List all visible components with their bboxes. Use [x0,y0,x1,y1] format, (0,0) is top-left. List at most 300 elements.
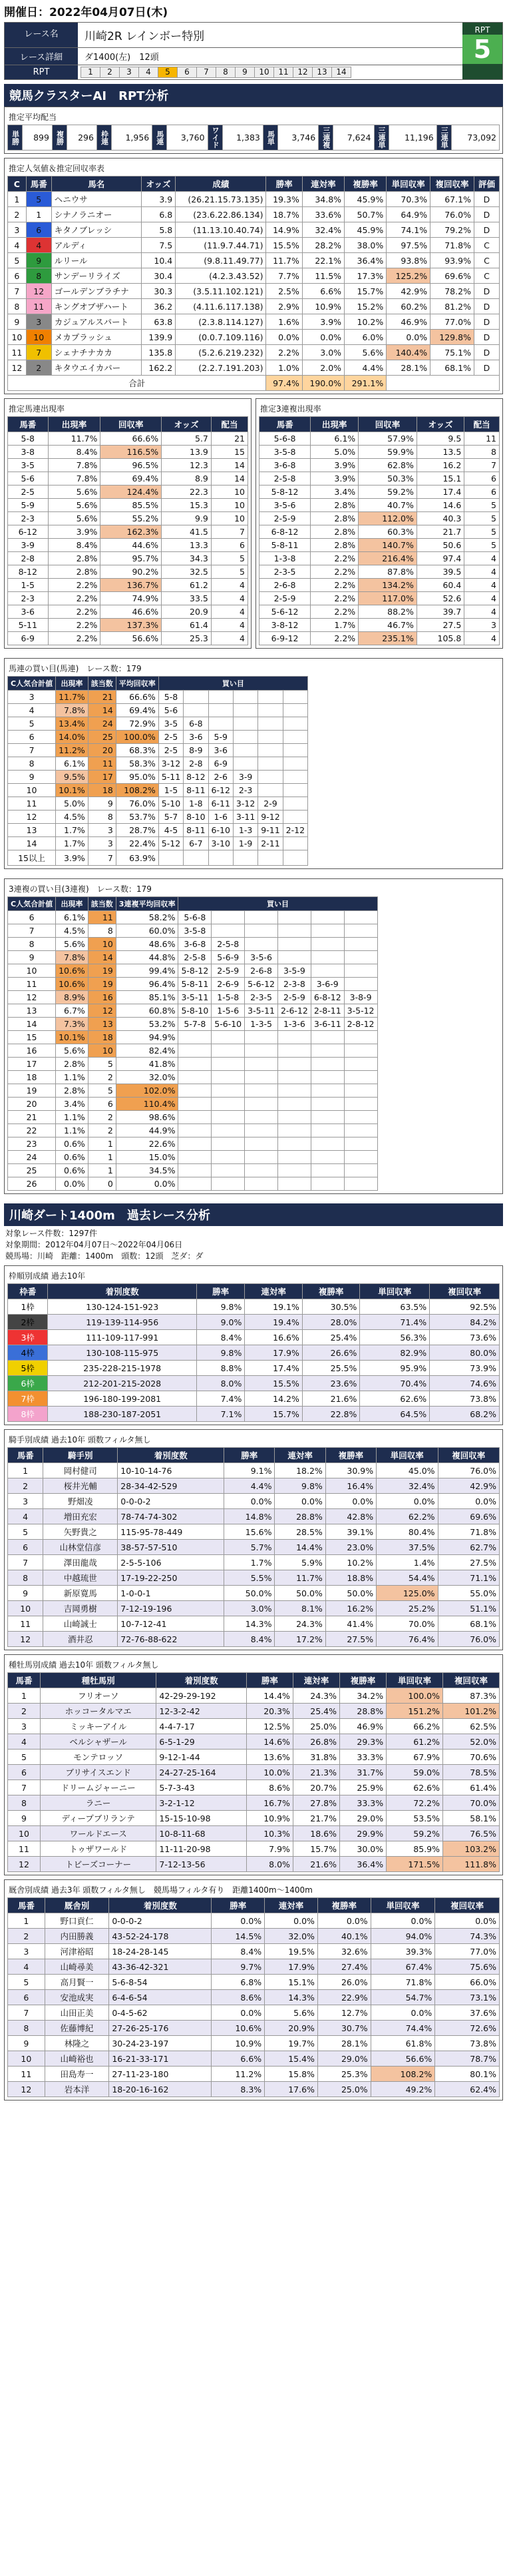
table-cell: 4 [211,605,248,619]
table-cell: 50.0% [325,1586,376,1601]
table-cell: 3枠 [8,1330,48,1345]
column-header: 出現率 [56,897,88,911]
table-cell: ミッキーアイル [40,1719,156,1734]
table-cell [311,1137,344,1151]
table-cell: 24-27-25-164 [156,1765,246,1780]
table-cell: 11.7% [266,253,302,268]
table-cell: 澤田龍哉 [43,1555,118,1570]
table-cell: 28.8% [340,1704,387,1719]
table-cell [245,938,278,951]
table-cell: 16.4% [325,1478,376,1494]
table-cell: 1-6 [208,810,233,824]
table-cell: 15.3 [162,499,212,512]
table-cell: 5 [8,1750,41,1765]
table-cell: 9.5 [417,432,464,446]
table-cell: 20.3% [246,1704,293,1719]
table-cell: 4 [211,619,248,632]
table-cell: 14.0% [56,731,88,744]
table-cell: 72-76-88-622 [118,1632,224,1647]
table-cell: 11 [8,978,56,991]
table-cell: 22.3 [162,485,212,499]
table-cell: 6 [211,539,248,552]
table-cell: 14 [211,472,248,485]
table-cell: キタノブレッシ [51,222,141,238]
payout-value: 7,624 [333,125,374,151]
table-cell: 5 [464,539,500,552]
table-cell: 11 [8,2067,45,2082]
table-cell: 60.4 [417,579,464,592]
table-cell: 82.4% [116,1044,178,1058]
umaren-label: 推定馬連出現率 [9,404,65,414]
table-cell: 42-29-29-192 [156,1688,246,1704]
table-cell: 56.6% [100,632,162,645]
table-cell: 3 [8,1719,41,1734]
table-cell: 3-2-1-12 [156,1795,246,1811]
table-cell: 2.2% [48,605,100,619]
table-cell: 5 [8,1524,43,1540]
column-header: 連対率 [275,1448,325,1463]
table-cell: 0.0% [302,330,344,345]
table-cell: 10.9% [246,1811,293,1826]
table-cell: (2.3.8.114.127) [176,314,266,330]
column-header: 買い目 [178,897,377,911]
table-cell [178,1177,212,1191]
table-cell: 13 [88,1018,116,1031]
table-cell [233,744,257,757]
table-cell: 3-8-9 [344,991,377,1004]
table-cell: 10.6% [212,2021,265,2036]
table-cell: 4枠 [8,1345,48,1361]
table-cell: 8.9 [162,472,212,485]
table-cell: 80.1% [435,2067,500,2082]
table-cell: 4 [26,238,51,253]
table-cell [283,784,307,797]
table-cell: 11 [8,345,27,360]
table-cell: 1 [88,1137,116,1151]
table-cell: 4.5% [56,924,88,938]
table-cell: 76.0% [116,797,158,810]
table-cell: 10 [8,2051,45,2067]
table-cell [184,704,208,717]
table-cell: 80.0% [430,1345,500,1361]
table-cell: 55.2% [100,512,162,525]
table-cell [344,1151,377,1164]
table-cell: 1枠 [8,1299,48,1315]
column-header: 出現率 [311,417,359,432]
table-cell: 74.6% [430,1376,500,1391]
umaren-buy-table [7,676,308,866]
table-cell: 9.0% [196,1315,244,1330]
table-cell: 10.2% [325,1555,376,1570]
table-cell [344,1084,377,1098]
table-cell: 3.9% [48,525,100,539]
table-cell: サンデーリライズ [51,268,141,284]
table-cell: 6.1% [56,757,88,771]
table-cell: 76.0% [438,1632,499,1647]
table-cell: 48.6% [116,938,178,951]
info-period: 対象期間：2012年04月07日～2022年04月06日 [5,1240,183,1249]
table-cell: 9 [8,771,56,784]
table-cell: 3-12 [158,757,183,771]
table-cell: 2.5% [266,284,302,299]
table-cell: 17 [8,1058,56,1071]
table-cell: 30.9% [325,1463,376,1478]
table-cell: 6-8 [184,717,208,731]
table-cell: 5枠 [8,1361,48,1376]
table-cell: 2-5 [8,485,49,499]
table-cell: 74.9% [100,592,162,605]
table-cell: 13.9 [162,446,212,459]
table-cell: 5-6-9 [212,951,245,964]
table-cell: 増田充宏 [43,1509,118,1524]
table-cell: 20.9% [265,2021,318,2036]
table-cell: 13.4% [56,717,88,731]
column-header: 複回収率 [430,1284,500,1299]
table-cell: 佐藤博紀 [45,2021,109,2036]
table-cell: 10.9% [212,2036,265,2051]
table-cell: 11.2% [56,744,88,757]
column-header: 勝率 [196,1284,244,1299]
table-cell: 河津裕昭 [45,1944,109,1959]
table-cell: 5.6% [48,485,100,499]
table-cell [344,1124,377,1137]
table-cell: 0.6% [56,1137,88,1151]
table-cell: 23 [8,1137,56,1151]
table-cell: 76.4% [377,1632,438,1647]
table-cell: 77.0% [435,1944,500,1959]
table-cell: 16.7% [246,1795,293,1811]
table-cell: 7-12-13-56 [156,1857,246,1872]
table-cell: 32.6% [317,1944,371,1959]
table-cell: 5-10 [158,797,183,810]
table-cell: 14 [8,837,56,850]
table-cell: 212-201-215-2028 [48,1376,197,1391]
table-cell: 12-3-2-42 [156,1704,246,1719]
table-cell [212,1177,245,1191]
table-cell: 40.7% [359,499,417,512]
info-count: 対象レース件数：1297件 [5,1229,97,1238]
table-cell: 85.1% [116,991,178,1004]
table-cell: 103.2% [443,1841,500,1857]
table-cell: 15.6% [224,1524,275,1540]
table-cell: ゴールデンブラチナ [51,284,141,299]
table-cell: 9-12 [258,810,283,824]
table-cell [344,924,377,938]
table-cell: 10-7-12-41 [118,1616,224,1632]
table-cell: 46.6% [100,605,162,619]
table-cell: 188-230-187-2051 [48,1407,197,1422]
payout-label: 複勝 [52,125,67,151]
table-cell: カジュアルスパート [51,314,141,330]
table-cell: 36.4% [340,1857,387,1872]
table-cell: ディープブリランテ [40,1811,156,1826]
table-cell [283,704,307,717]
rpt-scale-cell: 5 [158,67,178,78]
table-cell: 7 [8,924,56,938]
column-header: 該当数 [88,677,116,691]
table-cell: 59.2% [387,1826,443,1841]
table-cell: 0.0% [266,330,302,345]
table-cell: 36.4% [345,253,387,268]
column-header: 回収率 [100,417,162,432]
table-cell: 70.0% [377,1616,438,1632]
table-cell: 5-6-10 [212,1018,245,1031]
table-cell: 61.2% [387,1734,443,1750]
table-cell: 7 [464,459,500,472]
table-cell: 3.0% [302,345,344,360]
table-cell: 7.1% [196,1407,244,1422]
table-cell [277,1084,311,1098]
table-cell [158,850,183,866]
table-cell: 67.9% [387,1750,443,1765]
table-cell: 67.1% [430,192,474,207]
table-cell: 74.4% [371,2021,435,2036]
table-cell: 13 [8,824,56,837]
table-cell: 22.4% [116,837,158,850]
table-cell: 山崎尋美 [45,1959,109,1975]
table-cell: 2.2% [266,345,302,360]
table-cell: 7.8% [48,472,100,485]
table-cell: 5-9 [8,499,49,512]
payout-value: 1,956 [111,125,152,151]
table-cell: 8 [8,299,27,314]
table-cell: 14 [211,459,248,472]
table-cell: 3 [464,619,500,632]
sanrenpuku-label: 推定3連複出現率 [260,404,321,414]
sire-table [7,1672,500,1872]
table-cell [178,1164,212,1177]
table-cell: 1.4% [377,1555,438,1570]
table-cell [258,757,283,771]
table-cell: 8.0% [196,1376,244,1391]
table-cell: 90.2% [100,565,162,579]
table-cell: 4 [464,565,500,579]
table-cell: 4 [211,632,248,645]
table-cell: 235-228-215-1978 [48,1361,197,1376]
table-cell: 68.1% [438,1616,499,1632]
table-cell: 17-19-22-250 [118,1570,224,1586]
table-cell: 0.0% [438,1494,499,1509]
column-header: 馬番 [259,417,311,432]
table-cell [233,731,257,744]
table-cell: 85.5% [100,499,162,512]
table-cell [311,1098,344,1111]
table-cell: 73.6% [430,1330,500,1345]
column-header: 馬番 [8,1673,41,1688]
table-cell: 5.8 [141,222,175,238]
table-cell: 23.0% [325,1540,376,1555]
table-cell: 111-109-117-991 [48,1330,197,1345]
table-cell [277,911,311,924]
table-cell: 28.2% [302,238,344,253]
table-cell: 2.8% [48,552,100,565]
table-cell: 3-6 [184,731,208,744]
table-cell [258,731,283,744]
table-cell: 3 [8,222,27,238]
table-cell: 2.0% [302,360,344,376]
table-cell [277,1177,311,1191]
table-cell [178,1044,212,1058]
table-cell: 63.9% [116,850,158,866]
table-cell: 28.7% [116,824,158,837]
table-cell: 8 [88,810,116,824]
table-cell: 12 [88,1004,116,1018]
table-cell: 25.5% [302,1361,360,1376]
table-cell [277,938,311,951]
table-cell [178,1071,212,1084]
table-cell: 岩本洋 [45,2082,109,2097]
rpt-value: 5 [462,35,502,64]
table-cell: 60.0% [116,924,178,938]
table-cell: 1.7% [224,1555,275,1570]
table-cell [212,1084,245,1098]
table-cell: 14.6% [246,1734,293,1750]
table-cell: 10.2% [345,314,387,330]
table-cell: 11.5% [302,268,344,284]
column-header: 複回収率 [430,176,474,192]
table-cell: 1.1% [56,1124,88,1137]
table-cell: 1.7% [56,837,88,850]
table-cell: 40.1% [317,1929,371,1944]
table-cell: 21.6% [302,1391,360,1407]
table-cell: 69.4% [116,704,158,717]
table-cell: 92.5% [430,1299,500,1315]
table-cell: 6 [464,485,500,499]
table-cell: 山崎裕也 [45,2051,109,2067]
table-cell: 5 [8,253,27,268]
avg-payout-label: 推定平均配当 [9,113,57,122]
table-cell: 14.4% [275,1540,325,1555]
table-cell: 3-5 [158,717,183,731]
table-cell: 5.6% [265,2005,318,2021]
table-cell: 2.2% [311,605,359,619]
table-cell: 13.3 [162,539,212,552]
table-cell: D [474,314,499,330]
table-cell: 93.9% [430,253,474,268]
table-cell: 2-6-8 [245,964,278,978]
table-cell [245,1177,278,1191]
payout-label: 三連単 [374,125,389,151]
table-cell: 12 [8,360,27,376]
table-cell: 68.1% [430,360,474,376]
column-header: 種牡馬別 [40,1673,156,1688]
table-cell: 17.9% [265,1959,318,1975]
table-cell: 10 [8,1826,41,1841]
table-cell: 0.0% [371,1913,435,1929]
table-cell: 14.3% [265,1990,318,2005]
table-cell: 129.8% [430,330,474,345]
table-cell: 62.6% [360,1391,430,1407]
table-cell: 130-108-115-975 [48,1345,197,1361]
table-cell: 31.7% [340,1765,387,1780]
table-cell: 6-4-6-54 [109,1990,212,2005]
table-cell: 19.5% [265,1944,318,1959]
umaren-table [7,416,248,645]
table-cell: 235.1% [359,632,417,645]
race-header [4,22,503,80]
table-cell: 7.9% [246,1841,293,1857]
table-cell: C [474,253,499,268]
table-cell: 2 [26,360,51,376]
table-cell: D [474,360,499,376]
table-cell: 29.0% [340,1811,387,1826]
table-cell: 12 [8,2082,45,2097]
table-cell: 3-6-8 [259,459,311,472]
table-cell: 2 [88,1124,116,1137]
table-cell: 29.9% [340,1826,387,1841]
column-header: 馬番 [8,1898,45,1913]
table-cell: 2-5 [158,744,183,757]
table-cell: 10.1% [56,1031,88,1044]
table-cell: 108.2% [116,784,158,797]
table-cell: 0.0% [317,1913,371,1929]
table-cell: 3.9% [56,850,88,866]
table-cell: 2-3-5 [245,991,278,1004]
table-cell: 68.2% [430,1407,500,1422]
table-cell: 30.3 [141,284,175,299]
column-header: 着別度数 [118,1448,224,1463]
table-cell: 5-6-8 [178,911,212,924]
table-cell: 15.1% [265,1975,318,1990]
column-header: 複回収率 [438,1448,499,1463]
table-cell: 18.6% [293,1826,339,1841]
table-cell: 162.2 [141,360,175,376]
table-cell [245,1031,278,1044]
table-cell: 3-5-12 [344,1004,377,1018]
table-cell: 52.6 [417,592,464,605]
table-cell: 4.4% [224,1478,275,1494]
table-cell: 19 [88,964,116,978]
table-cell: 8.8% [196,1361,244,1376]
column-header: 出現率 [48,417,100,432]
table-cell: 33.6% [302,207,344,222]
rpt-scale-cell: 3 [119,67,139,78]
table-cell [277,1058,311,1071]
table-cell: 6-9-12 [259,632,311,645]
table-cell: 2-8-12 [344,1018,377,1031]
table-cell: 9.8% [275,1478,325,1494]
table-cell: 0.0% [212,1913,265,1929]
table-cell: 0.6% [56,1151,88,1164]
column-header: 連対率 [293,1673,339,1688]
rpt-scale [78,65,353,79]
table-cell: 9.1% [224,1463,275,1478]
table-cell: 61.8% [371,2036,435,2051]
table-cell [277,1124,311,1137]
table-cell: 3-5-11 [178,991,212,1004]
table-cell [311,1151,344,1164]
table-cell: 59.2% [359,485,417,499]
table-cell: 75.1% [430,345,474,360]
table-cell: 3-5-11 [245,1004,278,1018]
table-cell [178,1031,212,1044]
table-cell: 1-3-6 [277,1018,311,1031]
table-cell: 26.6% [302,1345,360,1361]
table-cell [344,1058,377,1071]
table-cell [277,1098,311,1111]
table-cell: 81.2% [430,299,474,314]
table-cell: 9 [8,2036,45,2051]
table-cell [245,1124,278,1137]
table-cell: 9 [8,1586,43,1601]
table-cell: 18-20-16-162 [109,2082,212,2097]
table-cell: 19.3% [266,192,302,207]
table-cell: 5 [464,499,500,512]
race-label: レース名 [5,23,78,47]
table-cell: 2-12 [283,824,307,837]
table-cell: 5-11 [158,771,183,784]
table-cell: 3.4% [56,1098,88,1111]
